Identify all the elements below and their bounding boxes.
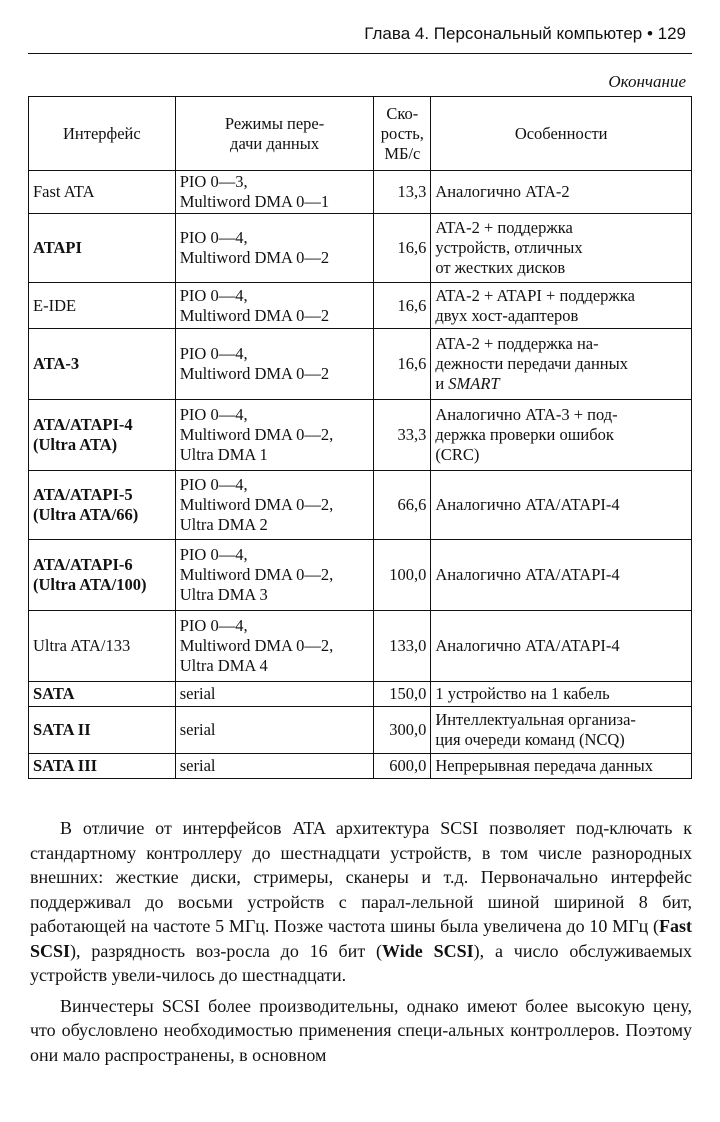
table-row xyxy=(29,540,692,611)
table-row xyxy=(29,400,692,471)
interface-cell: Fast ATA xyxy=(29,171,176,214)
speed-cell: 100,0 xyxy=(374,540,431,611)
table-row xyxy=(29,329,692,400)
table-row xyxy=(29,283,692,329)
features-cell: Аналогично ATA/ATAPI-4 xyxy=(431,611,692,682)
interface-cell: ATA/ATAPI-6 (Ultra ATA/100) xyxy=(29,540,176,611)
features-cell: ATA-2 + ATAPI + поддержка двух хост-адаптеров xyxy=(431,283,692,329)
speed-cell: 16,6 xyxy=(374,214,431,283)
speed-cell: 600,0 xyxy=(374,754,431,779)
paragraph-hdd: Винчестеры SCSI более производительны, однако имеют более высокую цену, что обусловлено необходимостью применения специ-альных контроллеров. Поэтому они мало распространены, в основном xyxy=(30,995,692,1065)
features-cell: 1 устройство на 1 кабель xyxy=(431,682,692,707)
header-rule xyxy=(28,53,692,54)
interface-cell: SATA III xyxy=(29,754,176,779)
speed-cell: 13,3 xyxy=(374,171,431,214)
modes-cell: PIO 0—4, Multiword DMA 0—2, Ultra DMA 2 xyxy=(175,471,374,540)
modes-cell: PIO 0—4, Multiword DMA 0—2, Ultra DMA 1 xyxy=(175,400,374,471)
interface-cell: E-IDE xyxy=(29,283,176,329)
running-header: Глава 4. Персональный компьютер • 129 xyxy=(364,24,686,43)
table-row xyxy=(29,471,692,540)
interfaces-table xyxy=(28,96,692,779)
interface-cell: ATA-3 xyxy=(29,329,176,400)
features-cell: Аналогично ATA-3 + под- держка проверки ошибок (CRC) xyxy=(431,400,692,471)
interface-cell: ATA/ATAPI-5 (Ultra ATA/66) xyxy=(29,471,176,540)
interface-cell: SATA II xyxy=(29,707,176,754)
table-row xyxy=(29,754,692,779)
table-row xyxy=(29,171,692,214)
modes-cell: serial xyxy=(175,707,374,754)
column-header-modes: Режимы пере- дачи данных xyxy=(175,97,374,171)
speed-cell: 33,3 xyxy=(374,400,431,471)
speed-cell: 16,6 xyxy=(374,283,431,329)
modes-cell: PIO 0—4, Multiword DMA 0—2, Ultra DMA 4 xyxy=(175,611,374,682)
body-text xyxy=(30,816,692,1067)
speed-cell: 133,0 xyxy=(374,611,431,682)
table-row xyxy=(29,214,692,283)
features-cell: Аналогично ATA/ATAPI-4 xyxy=(431,471,692,540)
modes-cell: PIO 0—4, Multiword DMA 0—2 xyxy=(175,283,374,329)
speed-cell: 16,6 xyxy=(374,329,431,400)
speed-cell: 66,6 xyxy=(374,471,431,540)
interface-cell: SATA xyxy=(29,682,176,707)
modes-cell: PIO 0—4, Multiword DMA 0—2 xyxy=(175,329,374,400)
table-row xyxy=(29,707,692,754)
paragraph-scsi: В отличие от интерфейсов ATA архитектура SCSI позволяет под-ключать к стандартному контроллеру до шестнадцати устройств, в том числе разнородных внешних: жесткие диски, стримеры, сканеры и т.д. Первоначально интерфейс поддерживал до восьми устройств с парал-лельной шиной шириной 8 бит, работающей на частоте 5 МГц. Позже частота шины была увеличена до 10 МГц (Fast SCSI), разрядность воз-росла до 16 бит (Wide SCSI), а число обслуживаемых устройств увели-чилось до шестнадцати. xyxy=(30,818,693,985)
features-cell: ATA-2 + поддержка устройств, отличных от жестких дисков xyxy=(431,214,692,283)
modes-cell: PIO 0—4, Multiword DMA 0—2 xyxy=(175,214,374,283)
speed-cell: 300,0 xyxy=(374,707,431,754)
column-header-interface: Интерфейс xyxy=(29,97,176,171)
table-row xyxy=(29,682,692,707)
features-cell: Аналогично ATA-2 xyxy=(431,171,692,214)
table-caption: Окончание xyxy=(608,72,686,91)
features-cell: Аналогично ATA/ATAPI-4 xyxy=(431,540,692,611)
interface-cell: ATA/ATAPI-4 (Ultra ATA) xyxy=(29,400,176,471)
speed-cell: 150,0 xyxy=(374,682,431,707)
table-header-row xyxy=(29,97,692,171)
modes-cell: PIO 0—4, Multiword DMA 0—2, Ultra DMA 3 xyxy=(175,540,374,611)
interface-cell: Ultra ATA/133 xyxy=(29,611,176,682)
table-row xyxy=(29,611,692,682)
column-header-features: Особенности xyxy=(431,97,692,171)
modes-cell: serial xyxy=(175,682,374,707)
interface-cell: ATAPI xyxy=(29,214,176,283)
features-cell: Непрерывная передача данных xyxy=(431,754,692,779)
column-header-speed: Ско- рость, МБ/с xyxy=(374,97,431,171)
modes-cell: serial xyxy=(175,754,374,779)
modes-cell: PIO 0—3, Multiword DMA 0—1 xyxy=(175,171,374,214)
features-cell: ATA-2 + поддержка на- дежности передачи данных и SMART xyxy=(431,329,692,400)
features-cell: Интеллектуальная организа- ция очереди команд (NCQ) xyxy=(431,707,692,754)
